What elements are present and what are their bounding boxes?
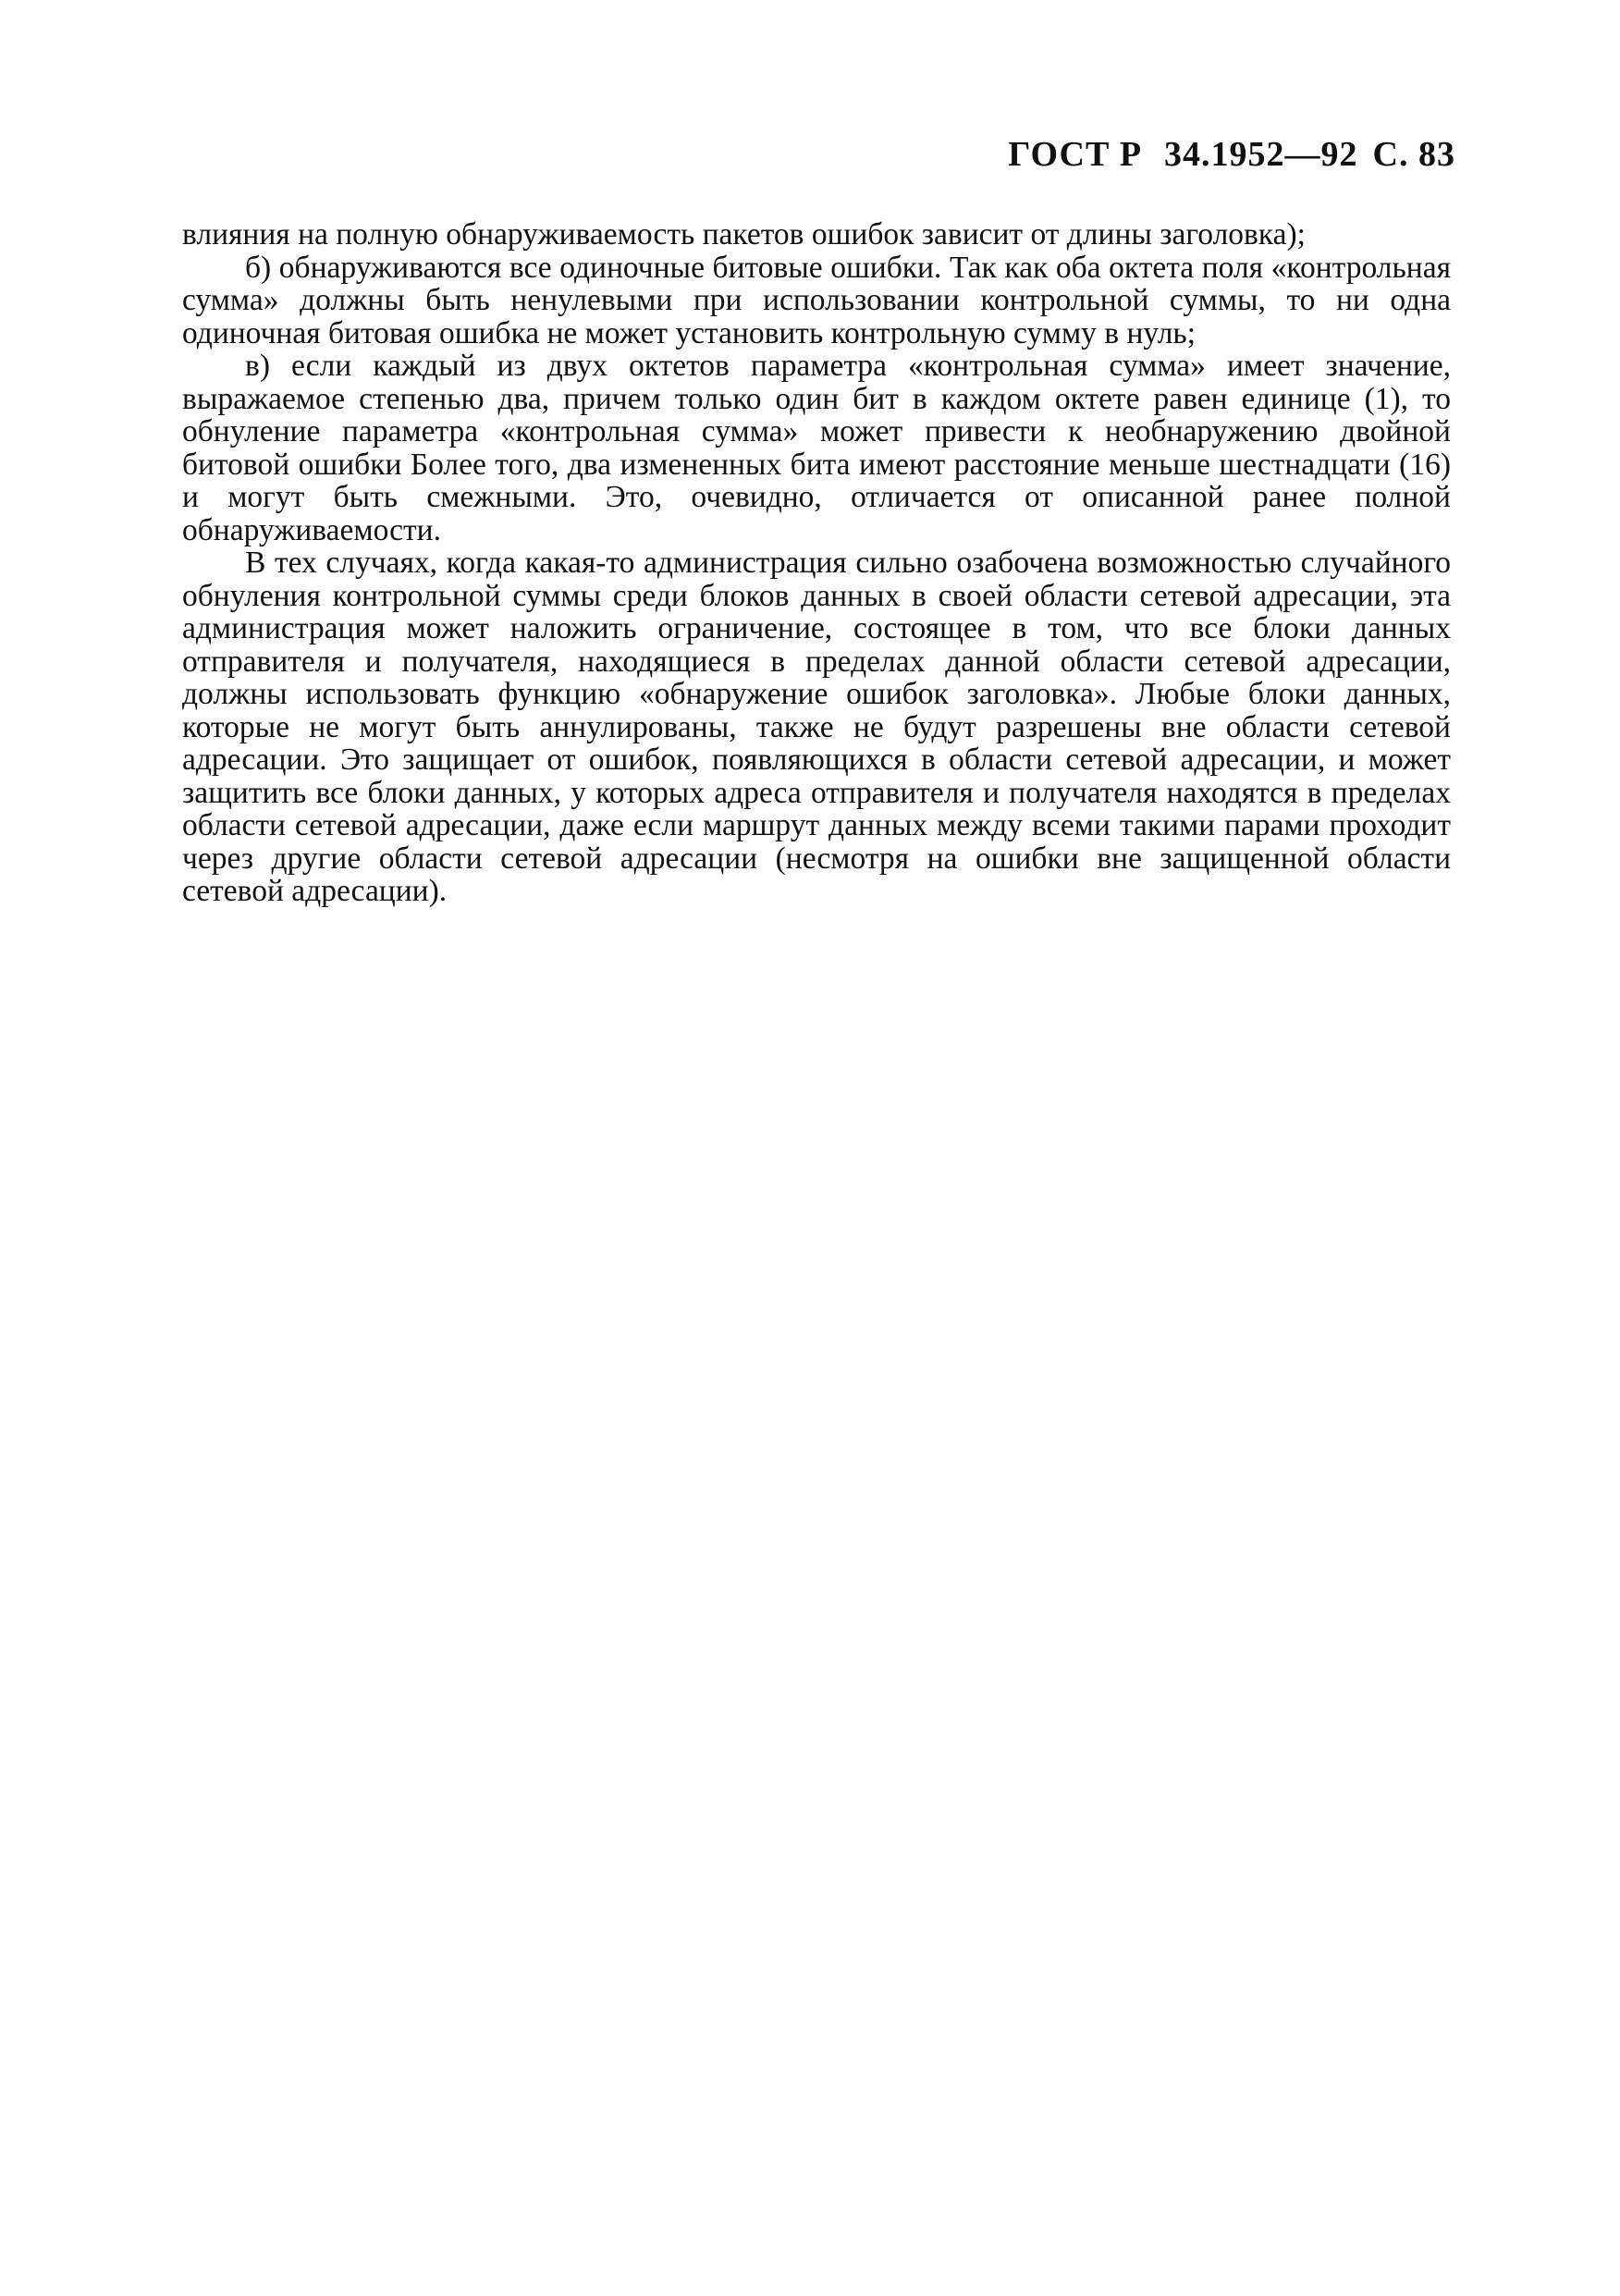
page-header	[1008, 134, 1455, 175]
standard-number: 34.1952—92	[1164, 135, 1358, 174]
paragraph-continuation: влияния на полную обнаруживаемость пакетов ошибок зависит от длины заголовка);	[182, 217, 1306, 252]
body-text	[182, 218, 1451, 908]
page-number: С. 83	[1372, 135, 1455, 174]
paragraph-administration: В тех случаях, когда какая-то администрация сильно озабочена возможностью случайного обнуления контрольной суммы среди блоков данных в своей области сетевой адресации, эта администрация может наложить ограничение, состоящее в том, что все блоки данных отправителя и получателя, находящиеся в пределах данной области сетевой адресации, должны использовать функцию «обнаружение ошибок заголовка». Любые блоки данных, которые не могут быть аннулированы, также не будут разрешены вне области сетевой адресации. Это защищает от ошибок, появляющихся в области сетевой адресации, и может защитить все блоки данных, у которых адреса отправителя и получателя находятся в пределах области сетевой адресации, даже если маршрут данных между всеми такими парами проходит через другие области сетевой адресации (несмотря на ошибки вне защищенной области сетевой адресации).	[182, 546, 1451, 908]
list-item-v: в) если каждый из двух октетов параметра «контрольная сумма» имеет значение, выражаемое степенью два, причем только один бит в каждом октете равен единице (1), то обнуление параметра «контрольная сумма» может привести к необнаружению двойной битовой ошибки Более того, два измененных бита имеют расстояние меньше шестнадцати (16) и могут быть смежными. Это, очевидно, отличается от описанной ранее полной обнаруживаемости.	[182, 349, 1451, 547]
list-item-b: б) обнаруживаются все одиночные битовые ошибки. Так как оба октета поля «контрольная сумма» должны быть ненулевыми при использовании контрольной суммы, то ни одна одиночная битовая ошибка не может установить контрольную сумму в нуль;	[182, 250, 1451, 350]
standard-designation: ГОСТ Р	[1008, 135, 1143, 174]
